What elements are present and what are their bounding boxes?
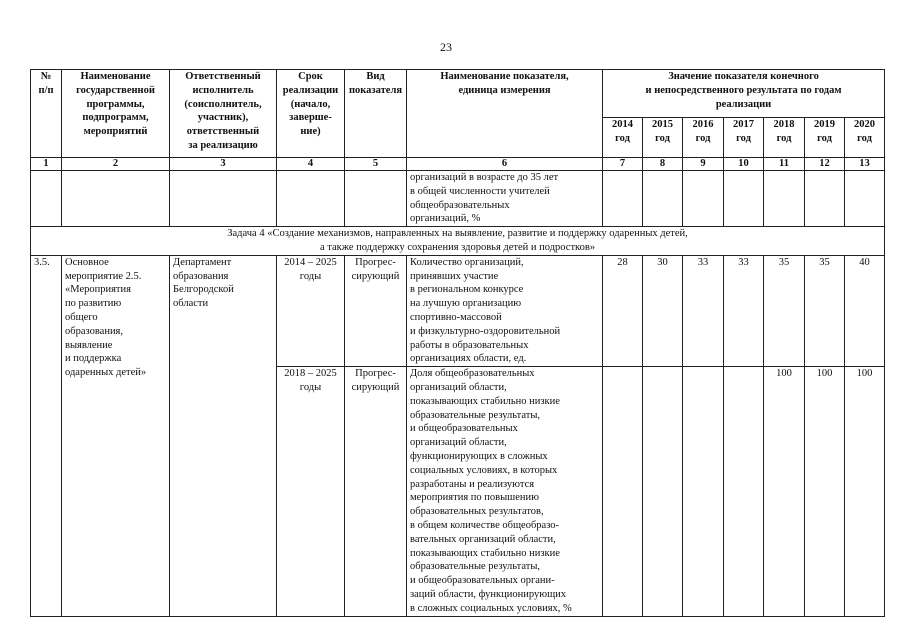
term-cell: 2018 – 2025 годы	[277, 367, 345, 616]
value-2016: 33	[683, 255, 724, 366]
column-number: 6	[407, 158, 603, 171]
value-2018: 100	[764, 367, 805, 616]
value-2016	[683, 367, 724, 616]
header-executor: Ответственный исполнитель (соисполнитель, участник), ответственный за реализацию	[170, 70, 277, 158]
value-2017	[724, 367, 764, 616]
column-number: 1	[31, 158, 62, 171]
type-cell: Прогрес- сирующий	[345, 367, 407, 616]
column-number: 12	[805, 158, 845, 171]
header-values-group: Значение показателя конечного и непосредственного результата по годам реализации	[603, 70, 885, 118]
indicator-cell: Доля общеобразовательных организаций области, показывающих стабильно низкие образовательные результаты, и общеобразовательных организаций области, функционирующих в сложных социальных условиях, в которых разработаны и реализуются мероприятия по повышению образовательных результатов, в общем количестве общеобразо- вательных организаций области, показывающих стабильно низкие образовательные результаты, и общеобразовательных органи- заций области, функционирующих в сложных социальных условиях, %	[407, 367, 603, 616]
column-number: 11	[764, 158, 805, 171]
value-2020: 100	[845, 367, 885, 616]
column-number: 7	[603, 158, 643, 171]
program-table	[30, 69, 885, 617]
value-2014	[603, 367, 643, 616]
indicator-cell: Количество организаций, принявших участие в региональном конкурсе на лучшую организацию спортивно-массовой и физкультурно-оздоровительной работы в образовательных организациях области, ед.	[407, 255, 603, 366]
column-number: 3	[170, 158, 277, 171]
column-number: 10	[724, 158, 764, 171]
header-indicator: Наименование показателя, единица измерения	[407, 70, 603, 158]
header-type: Вид показателя	[345, 70, 407, 158]
column-number: 4	[277, 158, 345, 171]
header-year-2020: 2020 год	[845, 118, 885, 158]
item-number: 3.5.	[31, 255, 62, 616]
term-cell: 2014 – 2025 годы	[277, 255, 345, 366]
task-row	[31, 227, 885, 256]
page-number: 23	[440, 40, 452, 54]
item-program-cell: Основное мероприятие 2.5. «Мероприятия по развитию общего образования, выявление и поддержка одаренных детей»	[62, 255, 170, 616]
value-2020: 40	[845, 255, 885, 366]
column-number: 9	[683, 158, 724, 171]
header-year-2015: 2015 год	[643, 118, 683, 158]
task-title: Задача 4 «Создание механизмов, направленных на выявление, развитие и поддержку одаренных детей, а также поддержку сохранения здоровья детей и подростков»	[31, 227, 885, 256]
column-number: 5	[345, 158, 407, 171]
continuation-row	[31, 171, 885, 227]
type-cell: Прогрес- сирующий	[345, 255, 407, 366]
header-year-2016: 2016 год	[683, 118, 724, 158]
header-year-2019: 2019 год	[805, 118, 845, 158]
value-2015: 30	[643, 255, 683, 366]
value-2018: 35	[764, 255, 805, 366]
column-numbers-row	[31, 158, 885, 171]
value-2019: 100	[805, 367, 845, 616]
continuation-indicator-cell: организаций в возрасте до 35 лет в общей численности учителей общеобразовательных организаций, %	[407, 171, 603, 227]
value-2019: 35	[805, 255, 845, 366]
value-2014: 28	[603, 255, 643, 366]
value-2015	[643, 367, 683, 616]
header-term: Срок реализации (начало, заверше- ние)	[277, 70, 345, 158]
value-2017: 33	[724, 255, 764, 366]
item-executor-cell: Департамент образования Белгородской области	[170, 255, 277, 616]
item-row-indicator-1	[31, 255, 885, 366]
header-year-2014: 2014 год	[603, 118, 643, 158]
column-number: 13	[845, 158, 885, 171]
header-num: № п/п	[31, 70, 62, 158]
header-year-2018: 2018 год	[764, 118, 805, 158]
column-number: 2	[62, 158, 170, 171]
header-program: Наименование государственной программы, подпрограмм, мероприятий	[62, 70, 170, 158]
column-number: 8	[643, 158, 683, 171]
header-year-2017: 2017 год	[724, 118, 764, 158]
